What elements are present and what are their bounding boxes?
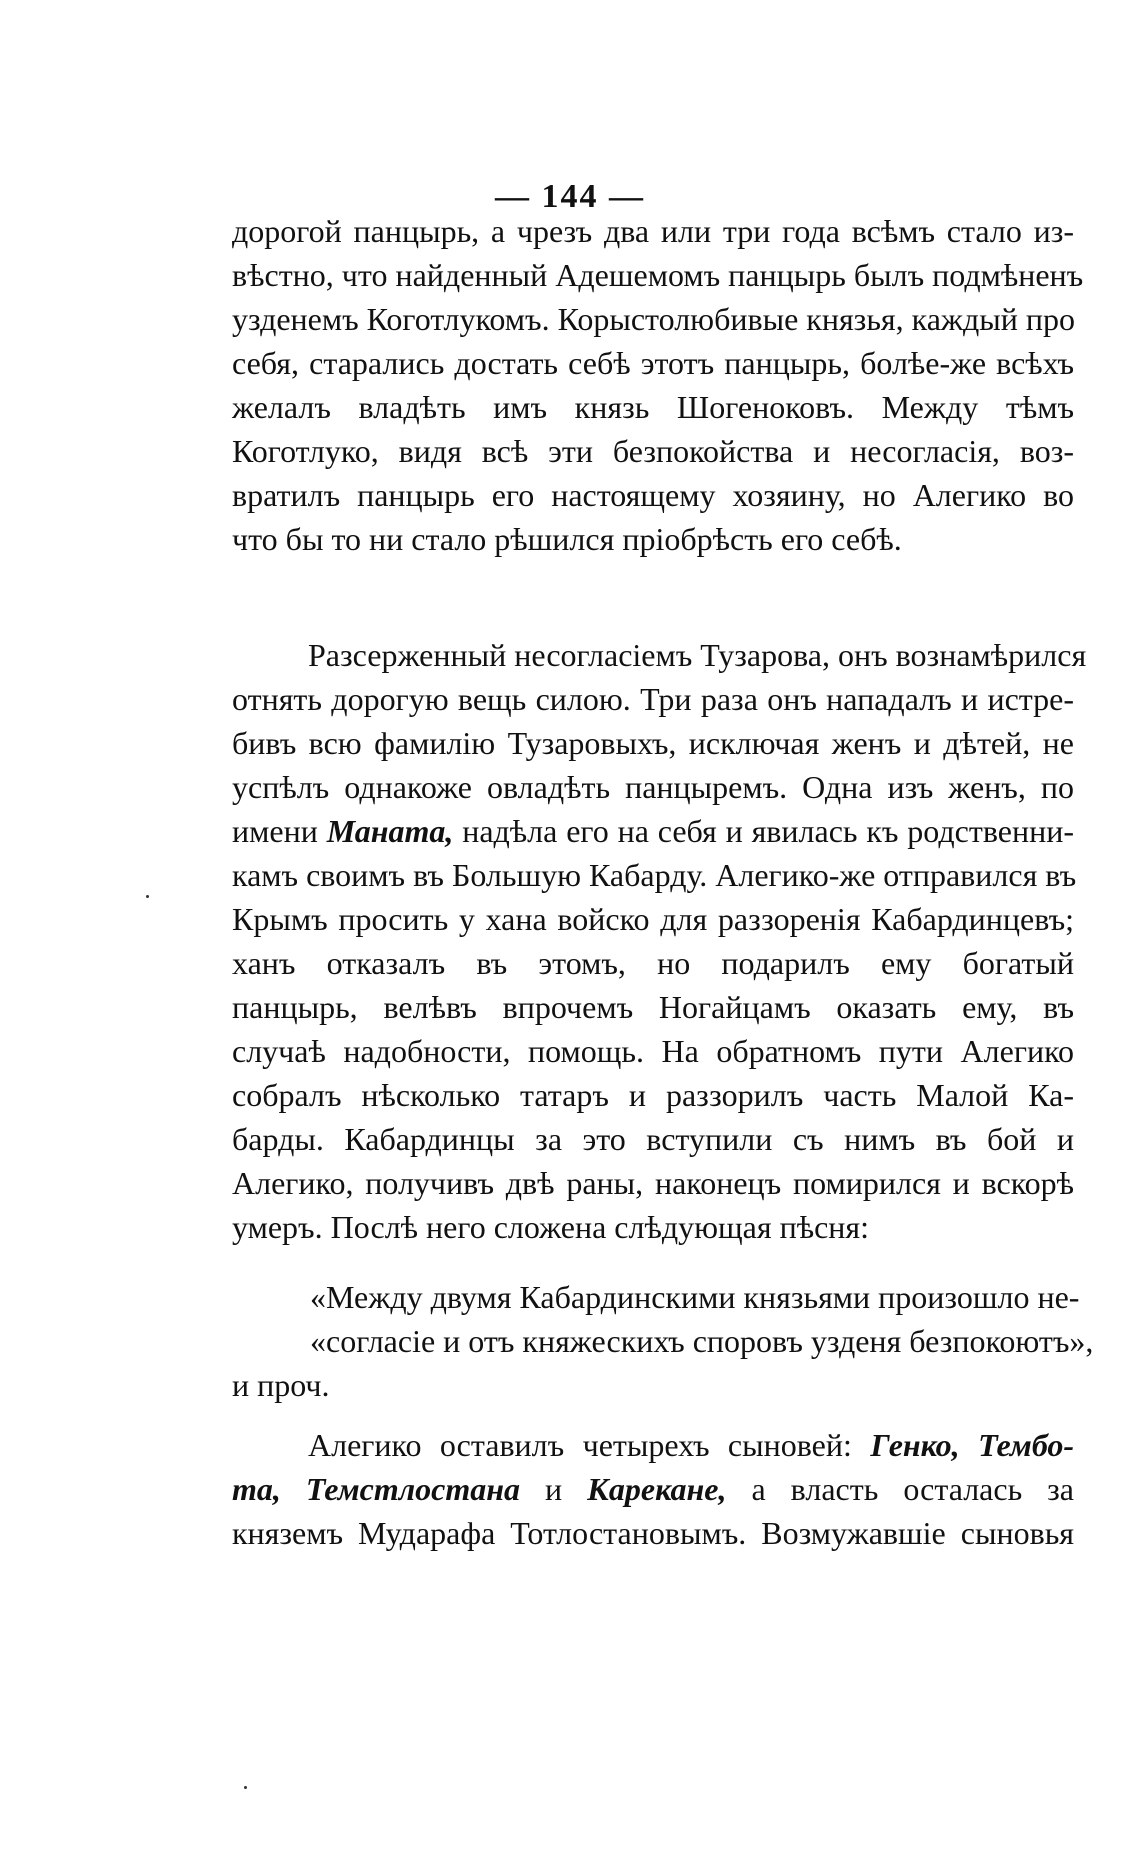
paragraph-line: Алегико, получивъ двѣ раны, наконецъ помирился и вскорѣ (232, 1165, 1074, 1201)
line-text: и (520, 1471, 588, 1507)
paragraph-2 (232, 633, 1087, 1249)
paragraph-line: княземъ Мударафа Тотлостановымъ. Возмужавшіе сыновья (232, 1515, 1074, 1551)
paragraph-line: отнять дорогую вещь силою. Три раза онъ нападалъ и истре- (232, 681, 1074, 717)
page-number: — 144 — (495, 178, 645, 215)
paragraph-line (232, 1423, 1074, 1467)
paragraph-line: желалъ владѣть имъ князь Шогеноковъ. Между тѣмъ (232, 389, 1074, 425)
person-name: Генко, (870, 1427, 960, 1463)
paragraph-line: себя, старались достать себѣ этотъ панцырь, болѣе-же всѣхъ (232, 345, 1074, 381)
line-text: а власть осталась за (726, 1471, 1075, 1507)
paragraph-line: камъ своимъ въ Большую Кабарду. Алегико-же отправился въ (232, 857, 1077, 893)
quote-line: «Между двумя Кабардинскими князьями произошло не- (310, 1279, 1080, 1315)
line-text: имени (232, 813, 327, 849)
song-quote (232, 1275, 1094, 1407)
paragraph-line: бивъ всю фамилію Тузаровыхъ, исключая женъ и дѣтей, не (232, 725, 1074, 761)
person-name: Темстлостана (305, 1471, 520, 1507)
paragraph-line: Крымъ просить у хана войско для раззоренія Кабардинцевъ; (232, 901, 1074, 937)
paragraph-line (232, 1467, 1074, 1511)
person-name: Карекане, (587, 1471, 727, 1507)
quote-line: «согласіе и отъ княжескихъ споровъ узденя безпокоютъ», (310, 1323, 1094, 1359)
person-name: Маната, (326, 813, 454, 849)
paragraph-line: Коготлуко, видя всѣ эти безпокойства и несогласія, воз- (232, 433, 1074, 469)
paragraph-line: барды. Кабардинцы за это вступили съ нимъ въ бой и (232, 1121, 1074, 1157)
paragraph-line: вѣстно, что найденный Адешемомъ панцырь былъ подмѣненъ (232, 257, 1084, 293)
paragraph-line: узденемъ Коготлукомъ. Корыстолюбивые князья, каждый про (232, 301, 1076, 337)
person-name: та, (232, 1471, 281, 1507)
paragraph-line (232, 809, 1074, 853)
line-text: Алегико оставилъ четырехъ сыновей: (308, 1427, 871, 1463)
paragraph-line: вратилъ панцырь его настоящему хозяину, но Алегико во (232, 477, 1074, 513)
paragraph-line: ханъ отказалъ въ этомъ, но подарилъ ему богатый (232, 945, 1074, 981)
scan-speck (244, 1786, 247, 1789)
paragraph-line: панцырь, велѣвъ впрочемъ Ногайцамъ оказать ему, въ (232, 989, 1074, 1025)
paragraph-line: собралъ нѣсколько татаръ и раззорилъ часть Малой Ка- (232, 1077, 1074, 1113)
paragraph-line: дорогой панцырь, а чрезъ два или три года всѣмъ стало из- (232, 213, 1074, 249)
paragraph-line: случаѣ надобности, помощь. На обратномъ пути Алегико (232, 1033, 1074, 1069)
scan-speck (146, 895, 149, 898)
line-text: надѣла его на себя и явилась къ родственни- (453, 813, 1075, 849)
paragraph-line: успѣлъ однакоже овладѣть панцыремъ. Одна изъ женъ, по (232, 769, 1074, 805)
line-text (281, 1471, 306, 1507)
paragraph-3 (232, 1423, 1074, 1555)
paragraph-line: умеръ. Послѣ него сложена слѣдующая пѣсня: (232, 1209, 870, 1245)
paragraph-line: что бы то ни стало рѣшился пріобрѣсть его себѣ. (232, 521, 902, 557)
quote-line: и проч. (232, 1367, 330, 1403)
line-text (960, 1427, 978, 1463)
paragraph-line: Разсерженный несогласіемъ Тузарова, онъ вознамѣрился (308, 637, 1087, 673)
paragraph-1 (232, 209, 1084, 561)
person-name: Тембо- (978, 1427, 1075, 1463)
